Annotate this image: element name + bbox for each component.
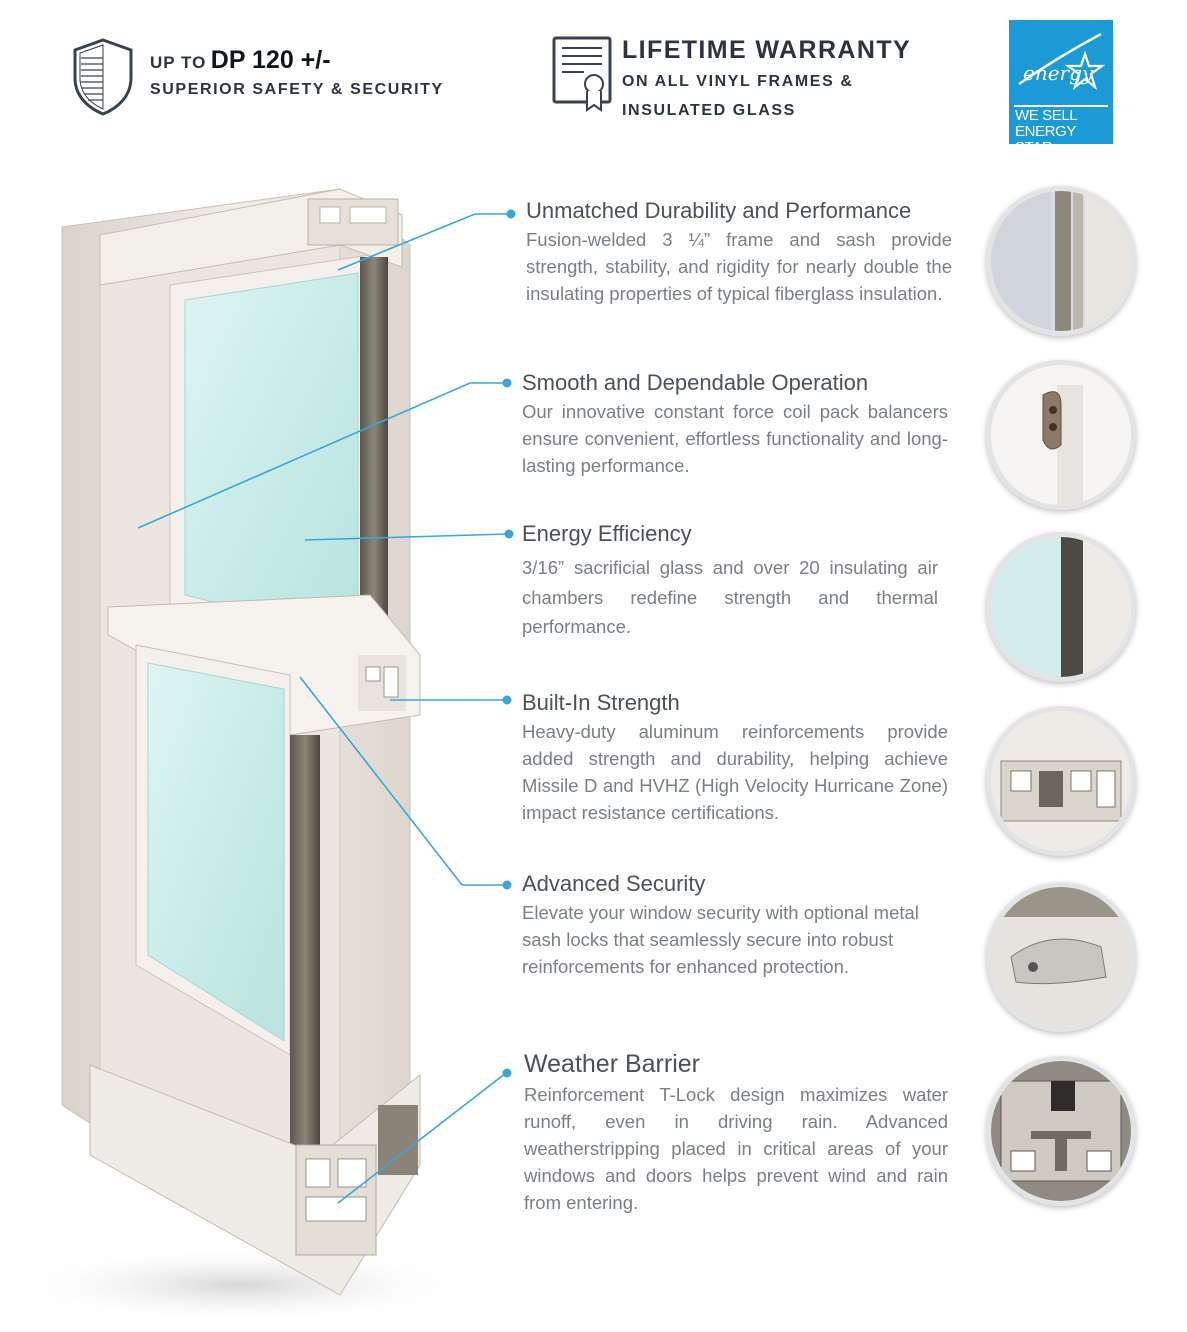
warranty-block <box>622 36 911 123</box>
feature-body: 3/16” sacrificial glass and over 20 insulating air chambers redefine strength and thermal performance. <box>522 557 938 637</box>
feature-energy <box>522 521 938 642</box>
energy-caption-2: ENERGY STAR <box>1015 123 1076 156</box>
warranty-line-2: INSULATED GLASS <box>622 102 796 119</box>
frame-detail-photo <box>986 186 1136 336</box>
shield-icon <box>72 38 134 116</box>
balancer-detail-photo <box>986 360 1136 510</box>
warranty-line-1: ON ALL VINYL FRAMES & <box>622 73 854 90</box>
pressure-rating <box>150 46 444 99</box>
window-cutaway-illustration <box>40 175 480 1325</box>
feature-title: Unmatched Durability and Performance <box>526 198 912 223</box>
energy-caption-1: WE SELL <box>1015 107 1078 124</box>
pressure-value: DP 120 +/- <box>210 46 331 74</box>
pressure-prefix: UP TO <box>150 53 207 72</box>
sash-lock-detail-photo <box>986 882 1136 1032</box>
feature-title: Advanced Security <box>522 871 706 896</box>
feature-body: Reinforcement T-Lock design maximizes water runoff, even in driving rain. Advanced weatherstripping placed in critical areas of your windows and doors helps prevent wind and rain from entering. <box>524 1084 948 1213</box>
feature-title: Weather Barrier <box>524 1050 700 1078</box>
feature-body: Our innovative constant force coil pack balancers ensure convenient, effortless functionality and long-lasting performance. <box>522 401 948 476</box>
feature-strength <box>522 690 948 826</box>
energy-script: energy <box>1023 61 1094 85</box>
feature-body: Fusion-welded 3 ¼” frame and sash provide strength, stability, and rigidity for nearly double the insulating properties of typical fiberglass insulation. <box>526 229 952 304</box>
certificate-icon <box>552 36 612 112</box>
glass-detail-photo <box>986 532 1136 682</box>
feature-operation <box>522 370 948 479</box>
energy-star-icon <box>1015 26 1107 102</box>
pressure-subtitle: SUPERIOR SAFETY & SECURITY <box>150 81 444 98</box>
feature-title: Energy Efficiency <box>522 521 692 546</box>
feature-durability <box>526 198 952 307</box>
feature-body: Heavy-duty aluminum reinforcements provide added strength and durability, helping achieve Missile D and HVHZ (High Velocity Hurricane Zone) impact resistance certifications. <box>522 721 948 823</box>
feature-body: Elevate your window security with optional metal sash locks that seamlessly secure into robust reinforcements for enhanced protection. <box>522 902 919 977</box>
feature-security <box>522 871 948 980</box>
reinforcement-detail-photo <box>986 706 1136 856</box>
feature-title: Built-In Strength <box>522 690 680 715</box>
weather-barrier-detail-photo <box>986 1056 1136 1206</box>
energy-star-logo <box>1009 20 1113 156</box>
feature-weather <box>524 1049 948 1216</box>
warranty-title: LIFETIME WARRANTY <box>622 36 912 64</box>
feature-title: Smooth and Dependable Operation <box>522 370 869 395</box>
